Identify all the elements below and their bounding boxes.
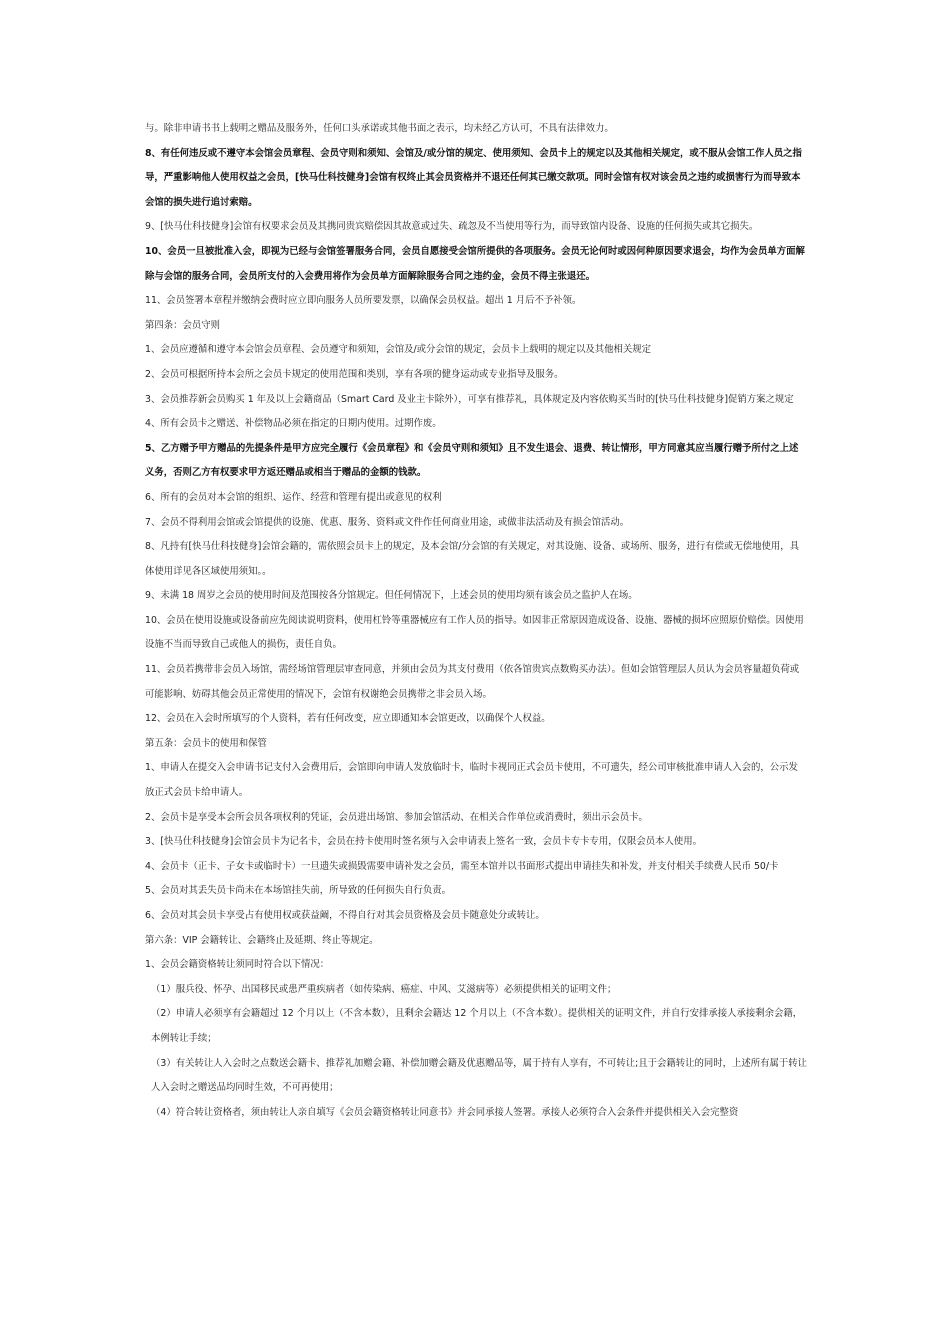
paragraph: 9、[快马仕科技健身]会馆有权要求会员及其携同贵宾赔偿因其故意或过失、疏忽及不当使用等行为，而导致馆内设备、设施的任何损失或其它损失。 (145, 221, 759, 233)
paragraph: 4、会员卡（正卡、子女卡或临时卡）一旦遗失或损毁需要申请补发之会员，需至本馆并以书面形式提出申请挂失和补发，并支付相关手续费人民币 50/卡 (145, 860, 779, 872)
paragraph: 1、会员会籍资格转让须同时符合以下情况： (145, 959, 330, 971)
paragraph: （2）申请人必须享有会籍超过 12 个月以上（不含本数），且剩余会籍达 12 个月以上（不含本数）。提供相关的证明文件，并自行安排承接人承接剩余会籍，本例转让手续； (151, 1008, 803, 1044)
paragraph: 10、会员一旦被批准入会，即视为已经与会馆签署服务合同，会员自愿接受会馆所提供的各项服务。会员无论何时或因何种原因要求退会，均作为会员单方面解除与会馆的服务合同，会员所支付的入会费用将作为会员单方面解除服务合同之违约金，会员不得主张退还。 (145, 245, 805, 282)
paragraph: 6、会员对其会员卡享受占有使用权或获益阚，不得自行对其会员资格及会员卡随意处分或转让。 (145, 910, 545, 921)
paragraph: 3、会员推荐新会员购买 1 年及以上会籍商品（Smart Card 及业主卡除外），可享有推荐礼，具体规定及内容依购买当时的[快马仕科技健身]促销方案之规定 (145, 393, 794, 405)
paragraph: 11、会员若携带非会员入场馆，需经场馆管理层审查同意，并须由会员为其支付费用（依各馆贵宾点数购买办法）。但如会馆管理层人员认为会员容量超负荷或可能影响、妨碍其他会员正常使用的情况下，会馆有权谢绝会员携带之非会员入场。 (145, 664, 800, 700)
paragraph: 1、申请人在提交入会申请书记支付入会费用后，会馆即向申请人发放临时卡，临时卡视同正式会员卡使用，不可遗失，经公司审核批准申请人入会的，公示发放正式会员卡给申请人。 (145, 762, 798, 799)
paragraph: 12、会员在入会时所填写的个人资料，若有任何改变，应立即通知本会馆更改，以确保个人权益。 (145, 713, 551, 725)
paragraph: 1、会员应遵循和遵守本会馆会员章程、会员遵守和须知，会馆及/或分会馆的规定，会员卡上载明的规定以及其他相关规定 (145, 344, 652, 356)
paragraph: 6、所有的会员对本会馆的组织、运作、经营和管理有提出或意见的权利 (145, 491, 442, 503)
paragraph: 2、会员可根据所持本会所之会员卡规定的使用范围和类别，享有各项的健身运动或专业指导及服务。 (145, 368, 564, 380)
paragraph: 5、乙方赠予甲方赠品的先提条件是甲方应完全履行《会员章程》和《会员守则和须知》且不发生退会、退费、转让情形，甲方同意其应当履行赠予所付之上述义务，否则乙方有权要求甲方返还赠品或相当于赠品的金额的钱款。 (145, 442, 799, 479)
paragraph: 第六条：VIP 会籍转让、会籍终止及延期、终止等规定。 (145, 934, 379, 946)
paragraph: 3、[快马仕科技健身]会馆会员卡为记名卡，会员在持卡使用时签名须与入会申请表上签名一致，会员卡专卡专用，仅限会员本人使用。 (145, 836, 703, 848)
paragraph: 2、会员卡是享受本会所会员各项权利的凭证，会员进出场馆、参加会馆活动、在相关合作单位或消费时，须出示会员卡。 (145, 811, 648, 823)
paragraph: 7、会员不得利用会馆或会馆提供的设施、优惠、服务、资料或文件作任何商业用途，或做非法活动及有损会馆活动。 (145, 516, 630, 528)
paragraph: 第五条：会员卡的使用和保管 (145, 737, 267, 749)
paragraph: 5、会员对其丢失员卡尚未在本场馆挂失前，所导致的任何损失自行负责。 (145, 885, 451, 897)
paragraph: 9、未满 18 周岁之会员的使用时间及范围按各分馆规定。但任何情况下，上述会员的使用均须有该会员之监护人在场。 (145, 590, 638, 602)
paragraph: 与。除非申请书书上载明之赠品及服务外，任何口头承诺或其他书面之表示，均未经乙方认可，不具有法律效力。 (145, 123, 614, 134)
paragraph: 10、会员在使用设施或设备前应先阅读说明资料，使用杠铃等重器械应有工作人员的指导。如因非正常原因造成设备、设施、器械的损坏应照原价赔偿。因使用设施不当而导致自己或他人的损伤，责任自负。 (145, 614, 804, 651)
paragraph: 8、有任何违反或不遵守本会馆会员章程、会员守则和须知、会馆及/或分馆的规定、使用须知、会员卡上的规定以及其他相关规定，或不服从会馆工作人员之指导，严重影响他人使用权益之会员，[快马仕科技健身]会馆有权终止其会员资格并不退还任何其已缴交款项。同时会馆有权对该会员之违约或损害行为而导致本会馆的损失进行追讨索赔。 (145, 147, 802, 208)
paragraph: （3）有关转让人入会时之点数送会籍卡、推荐礼加赠会籍、补偿加赠会籍及优惠赠品等，属于持有人享有，不可转让;且于会籍转让的同时，上述所有属于转让人入会时之赠送品均同时生效，不可再使用； (151, 1057, 808, 1094)
paragraph: （1）服兵役、怀孕、出国移民或患严重疾病者（如传染病、癌症、中风、艾滋病等）必须提供相关的证明文件； (151, 983, 617, 995)
paragraph: （4）符合转让资格者，须由转让人亲自填写《会员会籍资格转让同意书》并会同承接人签署。承接人必须符合入会条件并提供相关入会完整资 (151, 1106, 739, 1118)
paragraph: 4、所有会员卡之赠送、补偿物品必须在指定的日期内使用。过期作废。 (145, 418, 442, 430)
paragraph: 8、凡持有[快马仕科技健身]会馆会籍的，需依照会员卡上的规定，及本会馆/分会馆的有关规定，对其设施、设备、或场所、服务，进行有偿或无偿地使用，具体使用详见各区域使用须知。。 (145, 541, 799, 577)
paragraph: 第四条：会员守则 (145, 319, 221, 331)
document-page (145, 117, 807, 1125)
paragraph: 11、会员签署本章程并缴纳会费时应立即向服务人员所要发票，以确保会员权益。超出 1 月后不予补领。 (145, 295, 582, 307)
